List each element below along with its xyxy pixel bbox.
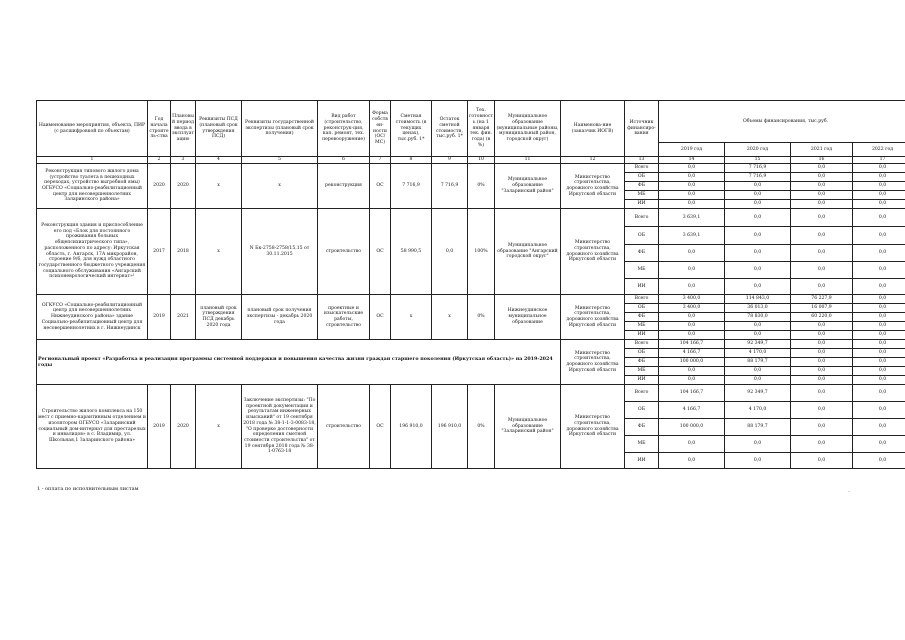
amount-cell: 0,0 xyxy=(725,262,791,279)
amount-cell: 0,0 xyxy=(659,173,725,182)
amount-cell: 0,0 xyxy=(725,200,791,209)
amount-cell: 0,0 xyxy=(853,304,905,313)
object-1-cost: 7 716,9 xyxy=(391,164,432,209)
amount-cell: 0,0 xyxy=(791,376,853,385)
source-cell: МБ xyxy=(625,367,659,376)
source-cell: ФБ xyxy=(625,358,659,367)
column-number-cell: 5 xyxy=(242,157,318,164)
amount-cell: 0,0 xyxy=(791,349,853,358)
hdr-ownership: Форма собствен-ности (ОС/МС) xyxy=(370,101,391,157)
hdr-name: Наименование мероприятия, объекта, ПИР (с расшифровкой по объектам) xyxy=(37,101,148,157)
amount-cell: 0,0 xyxy=(791,385,853,402)
object-2-rest: 0,0 xyxy=(432,209,468,295)
amount-cell: 0,0 xyxy=(791,262,853,279)
object-2-work-type: строительство xyxy=(318,209,370,295)
hdr-municipality: Муниципальное образование (муниципальные районы, муниципальный район, городской округ) xyxy=(495,101,561,157)
table-row xyxy=(37,295,905,304)
source-cell: МБ xyxy=(625,191,659,200)
source-cell: ОБ xyxy=(625,349,659,358)
object-4-readiness: 0% xyxy=(468,385,495,469)
object-4-municipality: Муниципальное образование "Заларинский район" xyxy=(495,385,561,469)
amount-cell: 0,0 xyxy=(659,313,725,322)
source-cell: ИИ xyxy=(625,200,659,209)
amount-cell: 0,0 xyxy=(853,340,905,349)
amount-cell: 3 400,0 xyxy=(659,304,725,313)
object-4-start-year: 2019 xyxy=(148,385,171,469)
amount-cell: 0,0 xyxy=(791,173,853,182)
amount-cell: 0,0 xyxy=(725,322,791,331)
column-number-cell: 8 xyxy=(391,157,432,164)
amount-cell: 0,0 xyxy=(853,331,905,340)
source-cell: ФБ xyxy=(625,313,659,322)
amount-cell: 4 170,0 xyxy=(725,402,791,419)
object-1-name: Реконструкция типового жилого дома (устройство туалета в пешеходных переходах, устройство выгребной ямы) ОГБУСО «Социально-реабилитационный центр для несовершеннолетних Заларинского района» xyxy=(37,164,148,209)
amount-cell: 0,0 xyxy=(853,322,905,331)
amount-cell: 0,0 xyxy=(791,209,853,227)
hdr-readiness: Тех. готовность (на 1 января тек. фин. года) (в %) xyxy=(468,101,495,157)
amount-cell: 0,0 xyxy=(791,331,853,340)
amount-cell: 0,0 xyxy=(659,262,725,279)
object-4-customer: Министерство строительства, дорожного хозяйства Иркутской области xyxy=(561,385,625,469)
amount-cell: 3 400,0 xyxy=(659,295,725,304)
column-number-cell: 9 xyxy=(432,157,468,164)
amount-cell: 0,0 xyxy=(853,200,905,209)
object-2-name: Реконструкция здания и приспособление его под «Блок для постоянного проживания больных общепсихиатрического типа», расположенного по адресу: Иркутская область, г. Ангарск, 17А микрорайон, строение 9/6, для нужд областного государственного бюджетного учреждения социального обслуживания «Ангарский психоневрологический интернат»¹ xyxy=(37,209,148,295)
object-1-customer: Министерство строительства, дорожного хозяйства Иркутской области xyxy=(561,164,625,209)
amount-cell: 0,0 xyxy=(853,173,905,182)
amount-cell: 4 166,7 xyxy=(659,349,725,358)
amount-cell: 0,0 xyxy=(853,367,905,376)
hdr-psd: Реквизиты ПСД (плановый срок утверждения ПСД) xyxy=(196,101,242,157)
source-cell: Всего xyxy=(625,340,659,349)
amount-cell: 0,0 xyxy=(725,436,791,453)
amount-cell: 0,0 xyxy=(791,453,853,469)
source-cell: МБ xyxy=(625,436,659,453)
amount-cell: 0,0 xyxy=(791,227,853,245)
source-cell: ОБ xyxy=(625,173,659,182)
source-cell: ФБ xyxy=(625,245,659,262)
column-number-cell: 14 xyxy=(659,157,725,164)
amount-cell: 0,0 xyxy=(853,385,905,402)
amount-cell: 4 166,7 xyxy=(659,402,725,419)
source-cell: ОБ xyxy=(625,402,659,419)
object-4-work-type: строительство xyxy=(318,385,370,469)
object-3-commission-year: 2021 xyxy=(171,295,196,340)
source-cell: ОБ xyxy=(625,304,659,313)
object-4-cost: 196 910,0 xyxy=(391,385,432,469)
hdr-source: Источник финансиро-вания xyxy=(625,101,659,157)
amount-cell: 0,0 xyxy=(853,279,905,295)
amount-cell: 100 000,0 xyxy=(659,358,725,367)
source-cell: МБ xyxy=(625,262,659,279)
amount-cell: 3 639,1 xyxy=(659,227,725,245)
amount-cell: 0,0 xyxy=(659,191,725,200)
amount-cell: 0,0 xyxy=(791,245,853,262)
hdr-rest: Остаток сметной стоимости, тыс.руб. 1* xyxy=(432,101,468,157)
column-number-cell: 10 xyxy=(468,157,495,164)
hdr-period: Плановый период ввода в эксплуатацию xyxy=(171,101,196,157)
amount-cell: 0,0 xyxy=(853,262,905,279)
object-2-customer: Министерство строительства, дорожного хозяйства Иркутской области xyxy=(561,209,625,295)
object-1-readiness: 0% xyxy=(468,164,495,209)
object-4-rest: 196 910,0 xyxy=(432,385,468,469)
amount-cell: 36 013,0 xyxy=(725,304,791,313)
amount-cell: 0,0 xyxy=(791,322,853,331)
amount-cell: 0,0 xyxy=(853,358,905,367)
hdr-2020: 2020 год xyxy=(725,143,791,157)
object-4-ownership: ОС xyxy=(370,385,391,469)
source-cell: Всего xyxy=(625,385,659,402)
object-2-municipality: Муниципальное образование "Ангарский городской округ" xyxy=(495,209,561,295)
amount-cell: 3 639,1 xyxy=(659,209,725,227)
amount-cell: 76 227,9 xyxy=(791,295,853,304)
amount-cell: 0,0 xyxy=(791,191,853,200)
amount-cell: 0,0 xyxy=(853,182,905,191)
amount-cell: 0,0 xyxy=(725,367,791,376)
column-number-cell: 11 xyxy=(495,157,561,164)
amount-cell: 0,0 xyxy=(659,279,725,295)
amount-cell: 7 716,9 xyxy=(725,164,791,173)
source-cell: ИИ xyxy=(625,376,659,385)
amount-cell: 0,0 xyxy=(659,164,725,173)
amount-cell: 0,0 xyxy=(853,313,905,322)
source-cell: ИИ xyxy=(625,331,659,340)
object-1-work-type: реконструкция xyxy=(318,164,370,209)
amount-cell: 104 166,7 xyxy=(659,340,725,349)
amount-cell: 0,0 xyxy=(853,295,905,304)
column-number-cell: 3 xyxy=(171,157,196,164)
amount-cell: 0,0 xyxy=(659,331,725,340)
object-1-municipality: Муниципальное образование "Заларинский район" xyxy=(495,164,561,209)
amount-cell: 92 349,7 xyxy=(725,340,791,349)
source-cell: МБ xyxy=(625,322,659,331)
amount-cell: 0,0 xyxy=(659,376,725,385)
object-4-name: Строительство жилого комплекса на 150 мест с приемно-карантинным отделением и изолятором ОГБУСО «Заларинский социальный дом-интернат для престарелых и инвалидов» в с. Владимир, ул. Школьная,1 Заларинского района» xyxy=(37,385,148,469)
object-2-ownership: ОС xyxy=(370,209,391,295)
object-2-psd: х xyxy=(196,209,242,295)
amount-cell: 0,0 xyxy=(725,376,791,385)
column-number-cell: 4 xyxy=(196,157,242,164)
hdr-customer: Наименова-ние (заказчик ИОГВ) xyxy=(561,101,625,157)
table-row xyxy=(37,340,905,349)
amount-cell: 7 716,9 xyxy=(725,173,791,182)
source-cell: Всего xyxy=(625,164,659,173)
amount-cell: 0,0 xyxy=(659,200,725,209)
amount-cell: 0,0 xyxy=(853,436,905,453)
footnote: 1 - оплата по исполнительным листам xyxy=(37,486,139,492)
amount-cell: 0,0 xyxy=(659,182,725,191)
amount-cell: 0,0 xyxy=(725,209,791,227)
scan-mark: . xyxy=(848,487,850,494)
hdr-2022: 2022 год xyxy=(853,143,905,157)
amount-cell: 88 179,7 xyxy=(725,419,791,436)
object-3-start-year: 2019 xyxy=(148,295,171,340)
source-cell: Всего xyxy=(625,209,659,227)
object-3-work-type: проектные и изыскательские работы, строительство xyxy=(318,295,370,340)
object-1-ownership: ОС xyxy=(370,164,391,209)
object-2-cost: 58 990,5 xyxy=(391,209,432,295)
amount-cell: 0,0 xyxy=(853,209,905,227)
amount-cell: 0,0 xyxy=(791,182,853,191)
amount-cell: 100 000,0 xyxy=(659,419,725,436)
column-number-cell: 16 xyxy=(791,157,853,164)
amount-cell: 0,0 xyxy=(853,227,905,245)
amount-cell: 0,0 xyxy=(659,367,725,376)
amount-cell: 0,0 xyxy=(791,279,853,295)
object-1-start-year: 2020 xyxy=(148,164,171,209)
column-numbers-row xyxy=(37,157,905,164)
amount-cell: 0,0 xyxy=(853,419,905,436)
object-3-expertise: плановый срок получения экспертизы - декабрь 2020 года xyxy=(242,295,318,340)
object-1-psd: х xyxy=(196,164,242,209)
amount-cell: 0,0 xyxy=(853,453,905,469)
source-cell: ИИ xyxy=(625,279,659,295)
amount-cell: 0,0 xyxy=(791,340,853,349)
source-cell: ОБ xyxy=(625,227,659,245)
table-row xyxy=(37,385,905,402)
hdr-cost: Сметная стоимость (в текущих ценах), тыс.руб. 1* xyxy=(391,101,432,157)
object-3-psd: плановый срок утверждения ПСД декабрь 2020 года xyxy=(196,295,242,340)
object-3-cost: х xyxy=(391,295,432,340)
amount-cell: 0,0 xyxy=(791,164,853,173)
amount-cell: 0,0 xyxy=(659,322,725,331)
column-number-cell: 7 xyxy=(370,157,391,164)
table-body xyxy=(37,164,905,469)
column-number-cell: 13 xyxy=(625,157,659,164)
object-4-expertise: Заключение экспертизы: "По проектной документации и результатам инженерных изысканий" от 19 сентября 2018 года № 38-1-1-3-0083-18, "О проверке достоверности определения сметной стоимости строительства" от 19 сентября 2018 года № 38-1-0763-18 xyxy=(242,385,318,469)
object-3-municipality: Нижнеудинское муниципальное образование xyxy=(495,295,561,340)
amount-cell: 0,0 xyxy=(791,419,853,436)
table-row xyxy=(37,209,905,227)
source-cell: ФБ xyxy=(625,182,659,191)
amount-cell: 88 179,7 xyxy=(725,358,791,367)
amount-cell: 0,0 xyxy=(725,227,791,245)
object-4-psd: х xyxy=(196,385,242,469)
amount-cell: 0,0 xyxy=(853,349,905,358)
hdr-funding: Объемы финансирования, тыс.руб. xyxy=(659,101,905,143)
source-cell: ИИ xyxy=(625,453,659,469)
object-3-customer: Министерство строительства, дорожного хозяйства Иркутской области xyxy=(561,295,625,340)
object-3-ownership: ОС xyxy=(370,295,391,340)
object-4-commission-year: 2020 xyxy=(171,385,196,469)
amount-cell: 0,0 xyxy=(725,453,791,469)
amount-cell: 0,0 xyxy=(791,436,853,453)
amount-cell: 0,0 xyxy=(853,164,905,173)
object-3-name: ОГКУСО «Социально-реабилитационный центр для несовершеннолетних Нижнеудинского района» здание Социально-реабилитационный центр для несовершеннолетних в г. Нижнеудинск xyxy=(37,295,148,340)
amount-cell: 0,0 xyxy=(725,279,791,295)
column-number-cell: 2 xyxy=(148,157,171,164)
object-3-rest: х xyxy=(432,295,468,340)
column-number-cell: 12 xyxy=(561,157,625,164)
amount-cell: 0,0 xyxy=(791,358,853,367)
column-number-cell: 1 xyxy=(37,157,148,164)
hdr-work: Вид работ (строительство, реконструк-ция, кап. ремонт, тех. перевооружение) xyxy=(318,101,370,157)
source-cell: ФБ xyxy=(625,419,659,436)
amount-cell: 0,0 xyxy=(853,376,905,385)
amount-cell: 104 166,7 xyxy=(659,385,725,402)
amount-cell: 0,0 xyxy=(725,191,791,200)
amount-cell: 0,0 xyxy=(791,402,853,419)
amount-cell: 4 170,0 xyxy=(725,349,791,358)
object-1-commission-year: 2020 xyxy=(171,164,196,209)
amount-cell: 0,0 xyxy=(853,245,905,262)
amount-cell: 0,0 xyxy=(853,402,905,419)
amount-cell: 0,0 xyxy=(725,331,791,340)
amount-cell: 16 007,9 xyxy=(791,304,853,313)
column-number-cell: 6 xyxy=(318,157,370,164)
object-1-expertise: х xyxy=(242,164,318,209)
hdr-expertise: Реквизиты государственной экспертизы (плановый срок получения) xyxy=(242,101,318,157)
financing-table xyxy=(36,100,905,469)
object-2-expertise: N Бк-2758-2758/15.15 от 30.11.2015 xyxy=(242,209,318,295)
object-2-commission-year: 2018 xyxy=(171,209,196,295)
amount-cell: 0,0 xyxy=(659,436,725,453)
amount-cell: 0,0 xyxy=(659,245,725,262)
amount-cell: 0,0 xyxy=(725,182,791,191)
column-number-cell: 17 xyxy=(853,157,905,164)
object-3-readiness: 0% xyxy=(468,295,495,340)
amount-cell: 0,0 xyxy=(659,453,725,469)
object-2-readiness: 100% xyxy=(468,209,495,295)
source-cell: Всего xyxy=(625,295,659,304)
object-1-rest: 7 716,9 xyxy=(432,164,468,209)
amount-cell: 0,0 xyxy=(725,245,791,262)
amount-cell: 114 843,0 xyxy=(725,295,791,304)
amount-cell: 60 220,0 xyxy=(791,313,853,322)
hdr-2021: 2021 год xyxy=(791,143,853,157)
hdr-start: Год начала строитель-ства xyxy=(148,101,171,157)
amount-cell: 0,0 xyxy=(853,191,905,200)
hdr-2019: 2019 год xyxy=(659,143,725,157)
regional-project-customer: Министерство строительства, дорожного хозяйства Иркутской области xyxy=(561,340,625,385)
object-2-start-year: 2017 xyxy=(148,209,171,295)
column-number-cell: 15 xyxy=(725,157,791,164)
amount-cell: 78 830,0 xyxy=(725,313,791,322)
regional-project-title: Региональный проект «Разработка и реализация программы системной поддержки и повышения качества жизни граждан старшего поколения (Иркутская область)» на 2019-2024 годы xyxy=(37,340,561,385)
table-row xyxy=(37,164,905,173)
amount-cell: 0,0 xyxy=(791,367,853,376)
amount-cell: 0,0 xyxy=(791,200,853,209)
amount-cell: 92 349,7 xyxy=(725,385,791,402)
